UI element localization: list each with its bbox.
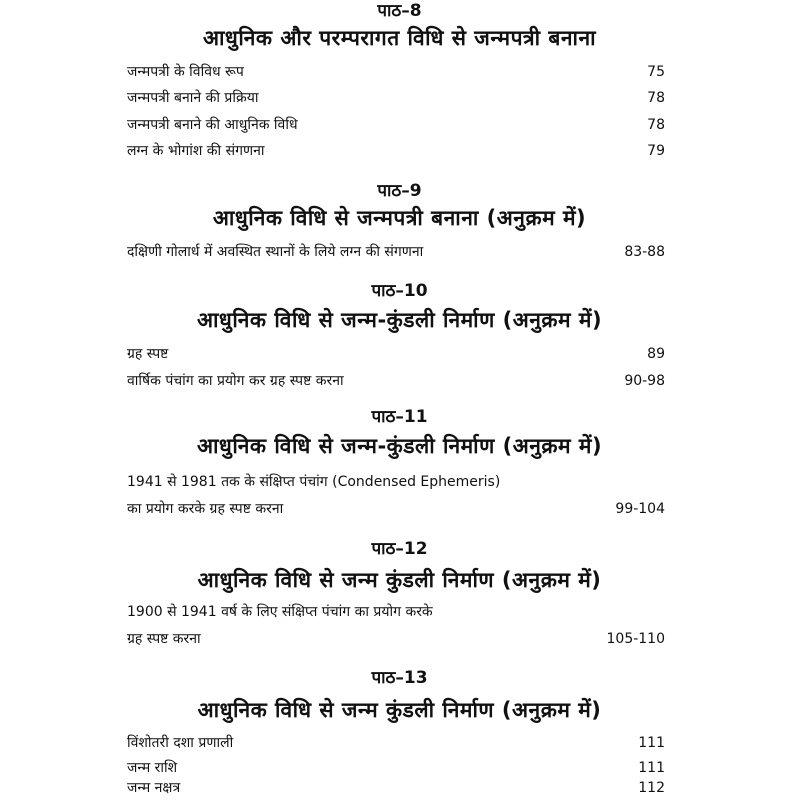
- toc-entry: [127, 369, 665, 393]
- entry-text: दक्षिणी गोलार्ध में अवस्थित स्थानों के लिये लग्न की संगणना: [127, 244, 424, 260]
- toc-entry: [127, 731, 665, 755]
- entry-page: 111: [638, 735, 665, 751]
- lesson-8-label: पाठ–8: [377, 1, 422, 21]
- toc-entry: [127, 139, 665, 163]
- lesson-12-label: पाठ–12: [371, 539, 428, 559]
- entry-page: 83-88: [624, 244, 665, 260]
- entry-text: लग्न के भोगांश की संगणना: [127, 143, 265, 159]
- entry-page: 112: [638, 780, 665, 796]
- entry-page: 99-104: [615, 501, 665, 517]
- entry-text: 1941 से 1981 तक के संक्षिप्त पंचांग (Condensed Ephemeris): [127, 474, 501, 490]
- lesson-8-title: आधुनिक और परम्परागत विधि से जन्मपत्री बनाना: [202, 26, 597, 50]
- entry-page: 111: [638, 760, 665, 776]
- entry-text: जन्मपत्री के विविध रूप: [127, 64, 244, 80]
- lesson-11-title: आधुनिक विधि से जन्म-कुंडली निर्माण (अनुक्रम में): [196, 434, 603, 458]
- entry-page: 75: [647, 64, 665, 80]
- entry-text: ग्रह स्पष्ट: [127, 346, 169, 362]
- entry-text: 1900 से 1941 वर्ष के लिए संक्षिप्त पंचांग का प्रयोग करके: [127, 604, 433, 620]
- entry-page: 105-110: [606, 631, 665, 647]
- lesson-10-title: आधुनिक विधि से जन्म-कुंडली निर्माण (अनुक्रम में): [196, 308, 603, 332]
- entry-text: जन्मपत्री बनाने की प्रक्रिया: [127, 90, 259, 106]
- toc-entry: [127, 627, 665, 651]
- lesson-11-label: पाठ–11: [371, 407, 428, 427]
- entry-text: जन्मपत्री बनाने की आधुनिक विधि: [127, 117, 298, 133]
- lesson-13-title: आधुनिक विधि से जन्म कुंडली निर्माण (अनुक्रम में): [197, 698, 602, 722]
- entry-page: 89: [647, 346, 665, 362]
- toc-entry: [127, 600, 665, 624]
- toc-entry: [127, 60, 665, 84]
- lesson-9-title: आधुनिक विधि से जन्मपत्री बनाना (अनुक्रम में): [212, 206, 587, 230]
- entry-page: 78: [647, 117, 665, 133]
- entry-page: 78: [647, 90, 665, 106]
- toc-entry: [127, 497, 665, 521]
- toc-entry: [127, 776, 665, 800]
- entry-text: जन्म राशि: [127, 760, 178, 776]
- entry-page: 79: [647, 143, 665, 159]
- toc-entry: [127, 342, 665, 366]
- entry-text: ग्रह स्पष्ट करना: [127, 631, 201, 647]
- entry-text: का प्रयोग करके ग्रह स्पष्ट करना: [127, 501, 284, 517]
- entry-text: जन्म नक्षत्र: [127, 780, 181, 796]
- entry-page: 90-98: [624, 373, 665, 389]
- lesson-13-label: पाठ–13: [371, 668, 428, 688]
- toc-entry: [127, 86, 665, 110]
- toc-entry: [127, 470, 665, 494]
- entry-text: विंशोतरी दशा प्रणाली: [127, 735, 234, 751]
- lesson-10-label: पाठ–10: [371, 281, 428, 301]
- toc-entry: [127, 113, 665, 137]
- toc-entry: [127, 240, 665, 264]
- entry-text: वार्षिक पंचांग का प्रयोग कर ग्रह स्पष्ट करना: [127, 373, 344, 389]
- lesson-9-label: पाठ–9: [377, 181, 422, 201]
- lesson-12-title: आधुनिक विधि से जन्म कुंडली निर्माण (अनुक्रम में): [197, 568, 602, 592]
